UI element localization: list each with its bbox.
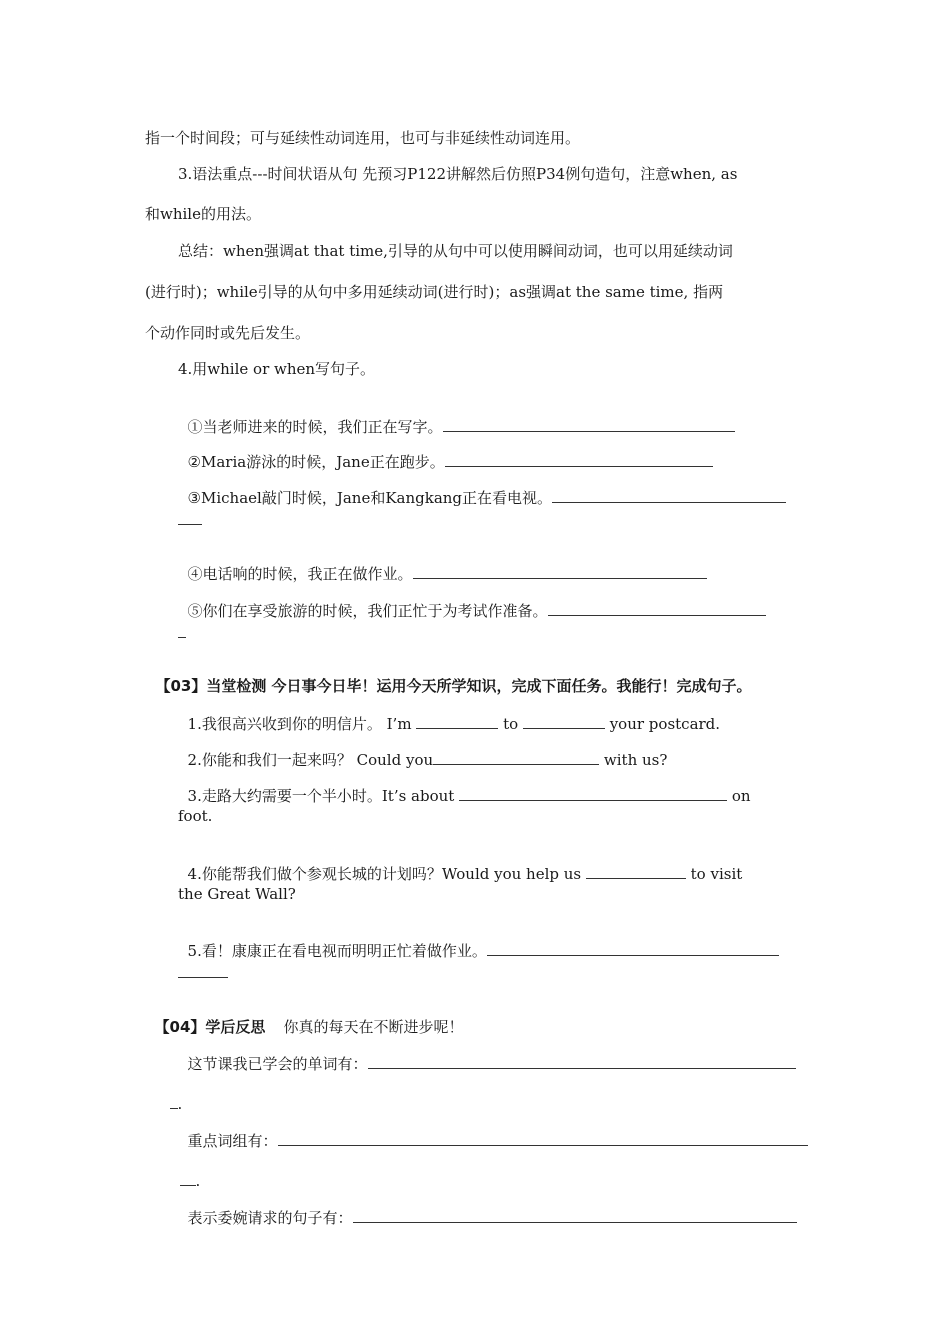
reflection-words-end [160,1073,182,1114]
section-04-tag: 【04】 [154,1018,206,1036]
task-4-item-2 [178,431,713,472]
task-4-item-3-text: ③Michael敲门时候，Jane和Kangkang正在看电视。 [187,489,553,507]
task-4-item-4 [178,543,707,584]
question-4-line-2: the Great Wall? [178,885,296,903]
question-4 [178,843,742,884]
question-1-blank-2[interactable] [523,713,605,729]
reflection-words [178,1033,796,1074]
task-4-item-4-text: ④电话响的时候，我正在做作业。 [187,565,413,583]
task-4-item-3 [178,467,786,508]
task-4-item-4-blank[interactable] [413,563,707,579]
reflection-sentences [178,1187,797,1228]
question-2-blank[interactable] [433,749,599,765]
question-1-text-b: to [498,715,523,733]
section-04-heading-text: 学后反思 [205,1018,266,1036]
question-5-blank[interactable] [487,940,779,956]
question-1-blank-1[interactable] [416,713,498,729]
question-1 [178,693,720,734]
task-4-item-3-blank[interactable] [552,487,786,503]
summary-line-2: (进行时)；while引导的从句中多用延续动词(进行时)；as强调at the same time, 指两 [145,283,724,301]
reflection-phrases-prompt: 重点词组有： [187,1132,278,1150]
grammar-point-3-line-2: 和while的用法。 [145,205,261,223]
question-2 [178,729,667,770]
question-3-blank[interactable] [459,785,727,801]
grammar-point-3-line-1: 3.语法重点---时间状语从句 先预习P122讲解然后仿照P34例句造句，注意when, as [178,165,738,183]
task-4-item-5-blank-cont[interactable] [178,636,186,638]
summary-line-3: 个动作同时或先后发生。 [145,324,311,342]
reflection-phrases-blank-cont[interactable] [180,1170,196,1186]
question-3-line-2: foot. [178,807,213,825]
task-4-item-3-blank-cont[interactable] [178,523,202,525]
section-04-subheading: 你真的每天在不断进步呢！ [283,1018,464,1036]
question-5-text: 5.看！康康正在看电视而明明正忙着做作业。 [187,942,487,960]
question-3 [178,765,751,806]
section-03-tag: 【03】 [155,677,207,695]
question-1-text-c: your postcard. [604,715,721,733]
question-5 [178,920,779,961]
reflection-words-prompt: 这节课我已学会的单词有： [187,1055,368,1073]
question-4-text-a: 4.你能帮我们做个参观长城的计划吗？Would you help us [187,865,586,883]
question-1-text-a: 1.我很高兴收到你的明信片。 I’m [187,715,417,733]
task-4-item-5-blank[interactable] [548,600,766,616]
section-03-heading [145,656,752,696]
question-4-blank[interactable] [586,863,686,879]
question-3-text-a: 3.走路大约需要一个半小时。It’s about [187,787,460,805]
task-4-item-1-blank[interactable] [443,416,735,432]
question-2-text-a: 2.你能和我们一起来吗？ Could you [187,751,434,769]
question-2-text-b: with us? [599,751,668,769]
task-4-item-5-text: ⑤你们在享受旅游的时候，我们正忙于为考试作准备。 [187,602,548,620]
reflection-words-blank-cont[interactable] [170,1093,178,1109]
summary-line-1: 总结：when强调at that time,引导的从句中可以使用瞬间动词，也可以用延续动词 [178,242,733,260]
task-4-item-2-blank[interactable] [445,451,713,467]
task-4-item-5 [178,580,766,621]
line-before-3: 指一个时间段；可与延续性动词连用，也可与非延续性动词连用。 [145,129,581,147]
reflection-words-period: . [177,1095,183,1113]
question-3-text-b: on [727,787,751,805]
question-4-text-b: to visit [685,865,743,883]
section-04-heading [145,997,463,1037]
question-5-blank-cont[interactable] [178,976,228,978]
reflection-phrases-period: . [195,1172,201,1190]
task-4-item-1-text: ①当老师进来的时候，我们正在写字。 [187,418,443,436]
section-03-heading-text: 当堂检测 今日事今日毕！运用今天所学知识，完成下面任务。我能行！完成句子。 [206,677,752,695]
reflection-phrases [178,1110,808,1151]
reflection-phrases-blank[interactable] [278,1130,808,1146]
task-4-item-2-text: ②Maria游泳的时候，Jane正在跑步。 [187,453,445,471]
reflection-sentences-blank[interactable] [353,1207,797,1223]
reflection-sentences-prompt: 表示委婉请求的句子有： [187,1209,353,1227]
task-4-title: 4.用while or when写句子。 [178,360,376,378]
reflection-words-blank[interactable] [368,1053,796,1069]
reflection-phrases-end [170,1150,200,1191]
